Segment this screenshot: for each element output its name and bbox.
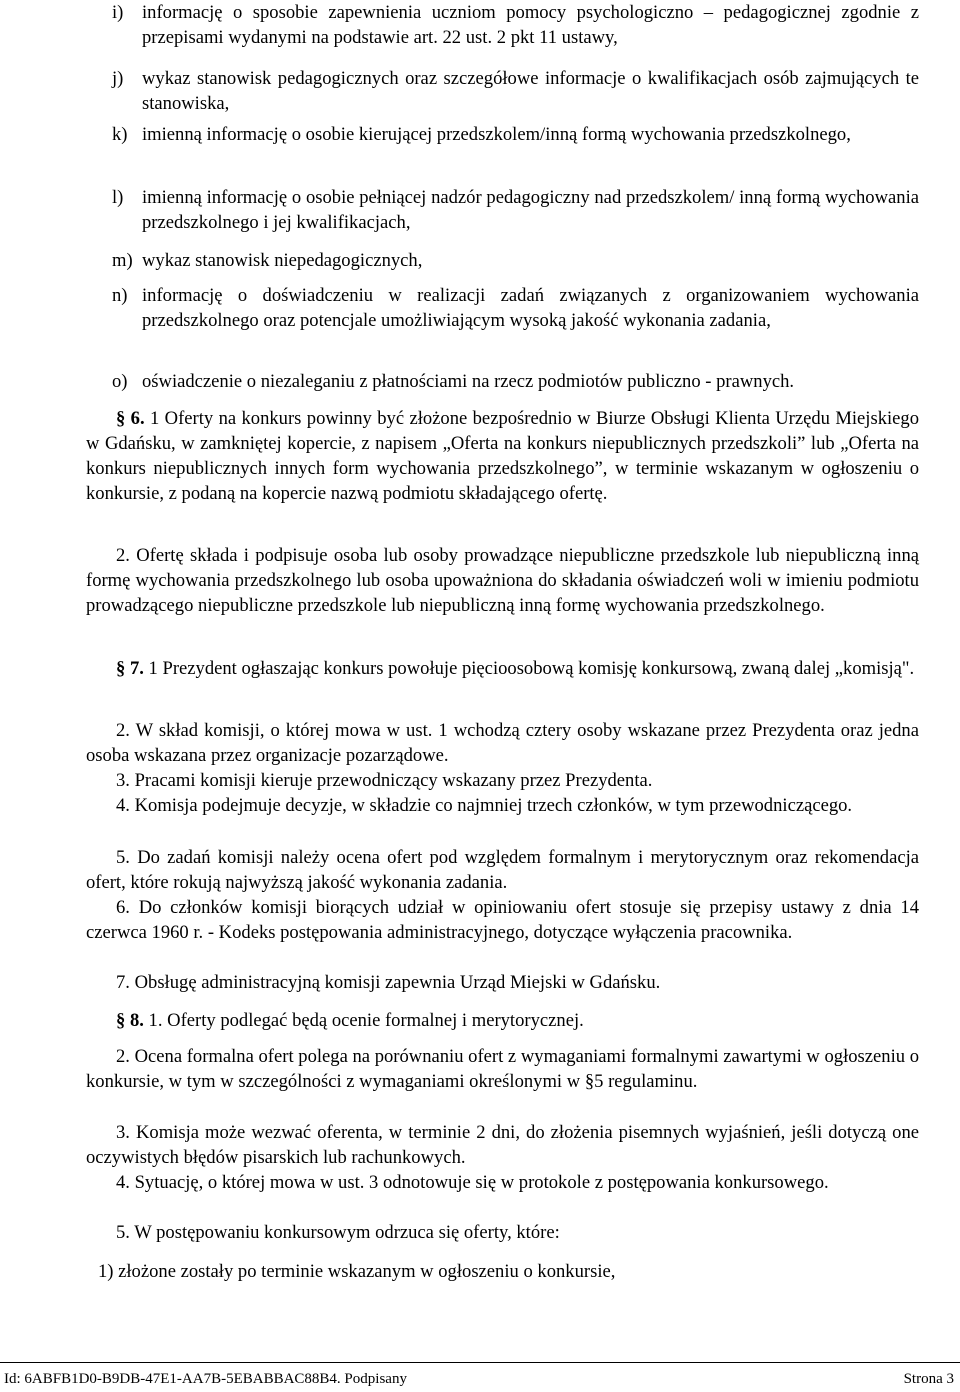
section-6-heading: § 6. [116,408,145,429]
item-l-text: imienną informację o osobie pełniącej nadzór pedagogiczny nad przedszkolem/ inną formą wychowania przedszkolnego i jej kwalifikacjach, [142,187,919,233]
section-8-list-item-1: 1) złożone zostały po terminie wskazanym w ogłoszeniu o konkursie, [98,1261,616,1282]
section-7-paragraph-4: 4. Komisja podejmuje decyzje, w składzie co najmniej trzech członków, w tym przewodniczącego. [116,795,853,816]
item-k-text: imienną informację o osobie kierującej przedszkolem/inną formą wychowania przedszkolnego, [142,124,851,145]
section-7-paragraph-5: 5. Do zadań komisji należy ocena ofert pod względem formalnym i merytorycznym oraz rekomendacja ofert, które rokują najwyższą jakość wykonania zadania. [86,847,919,893]
page-footer [0,1362,960,1392]
section-8-paragraph-2: 2. Ocena formalna ofert polega na porównaniu ofert z wymaganiami formalnymi zawartymi w ogłoszeniu o konkursie, w tym w szczególności z wymaganiami określonymi w §5 regulaminu. [86,1046,919,1092]
section-7-paragraph-7: 7. Obsługę administracyjną komisji zapewnia Urząd Miejski w Gdańsku. [116,972,661,993]
section-7-heading: § 7. [116,658,144,679]
section-7-paragraph-1: § 7. 1 Prezydent ogłaszając konkurs powołuje pięcioosobową komisję konkursową, zwaną dalej „komisją". [116,658,915,679]
item-i-text: informację o sposobie zapewnienia uczniom pomocy psychologiczno – pedagogicznej zgodnie z przepisami wydanymi na podstawie art. 22 ust. 2 pkt 11 ustawy, [142,2,919,48]
item-m-text: wykaz stanowisk niepedagogicznych, [142,250,423,271]
section-6-paragraph-1: § 6. 1 Oferty na konkurs powinny być złożone bezpośrednio w Biurze Obsługi Klienta Urzędu Miejskiego w Gdańsku, w zamkniętej kopercie, z napisem „Oferta na konkurs niepublicznych przedszkoli” lub „Oferta na konkurs niepublicznych innych form wychowania przedszkolnego”, w terminie wskazanym w ogłoszeniu o konkursie, z podaną na kopercie nazwą podmiotu składającego ofertę. [86,408,919,504]
item-m-label: m) [112,250,133,271]
item-n-text: informację o doświadczeniu w realizacji zadań związanych z organizowaniem wychowania przedszkolnego oraz potencjale umożliwiającym wysoką jakość wykonania zadania, [142,285,919,331]
section-7-paragraph-3: 3. Pracami komisji kieruje przewodniczący wskazany przez Prezydenta. [116,770,653,791]
section-7-paragraph-6: 6. Do członków komisji biorących udział w opiniowaniu ofert stosuje się przepisy ustawy z dnia 14 czerwca 1960 r. - Kodeks postępowania administracyjnego, dotyczące wyłączenia pracownika. [86,897,919,943]
section-8-heading: § 8. [116,1010,144,1031]
section-6-paragraph-2: 2. Ofertę składa i podpisuje osoba lub osoby prowadzące niepubliczne przedszkole lub niepubliczną inną formę wychowania przedszkolnego lub osoba upoważniona do składania oświadczeń woli w imieniu podmiotu prowadzącego niepubliczne przedszkole lub niepubliczną inną formę wychowania przedszkolnego. [86,545,919,616]
section-8-paragraph-5: 5. W postępowaniu konkursowym odrzuca się oferty, które: [116,1222,560,1243]
section-8-paragraph-3: 3. Komisja może wezwać oferenta, w terminie 2 dni, do złożenia pisemnych wyjaśnień, jeśli dotyczą one oczywistych błędów pisarskich lub rachunkowych. [86,1122,919,1168]
document-id: Id: 6ABFB1D0-B9DB-47E1-AA7B-5EBABBAC88B4. Podpisany [4,1371,407,1387]
item-k-label: k) [112,124,128,145]
item-j-label: j) [112,68,124,89]
item-j-text: wykaz stanowisk pedagogicznych oraz szczegółowe informacje o kwalifikacjach osób zajmujących te stanowiska, [142,68,919,114]
page-number: Strona 3 [903,1371,954,1387]
item-n-label: n) [112,285,128,306]
item-o-label: o) [112,371,128,392]
section-8-paragraph-1: § 8. 1. Oferty podlegać będą ocenie formalnej i merytorycznej. [116,1010,584,1031]
section-7-paragraph-2: 2. W skład komisji, o której mowa w ust. 1 wchodzą cztery osoby wskazane przez Prezydenta oraz jedna osoba wskazana przez organizacje pozarządowe. [86,720,919,766]
item-i-label: i) [112,2,124,23]
section-8-paragraph-4: 4. Sytuację, o której mowa w ust. 3 odnotowuje się w protokole z postępowania konkursowego. [116,1172,829,1193]
item-o-text: oświadczenie o niezaleganiu z płatnościami na rzecz podmiotów publiczno - prawnych. [142,371,795,392]
item-l-label: l) [112,187,124,208]
